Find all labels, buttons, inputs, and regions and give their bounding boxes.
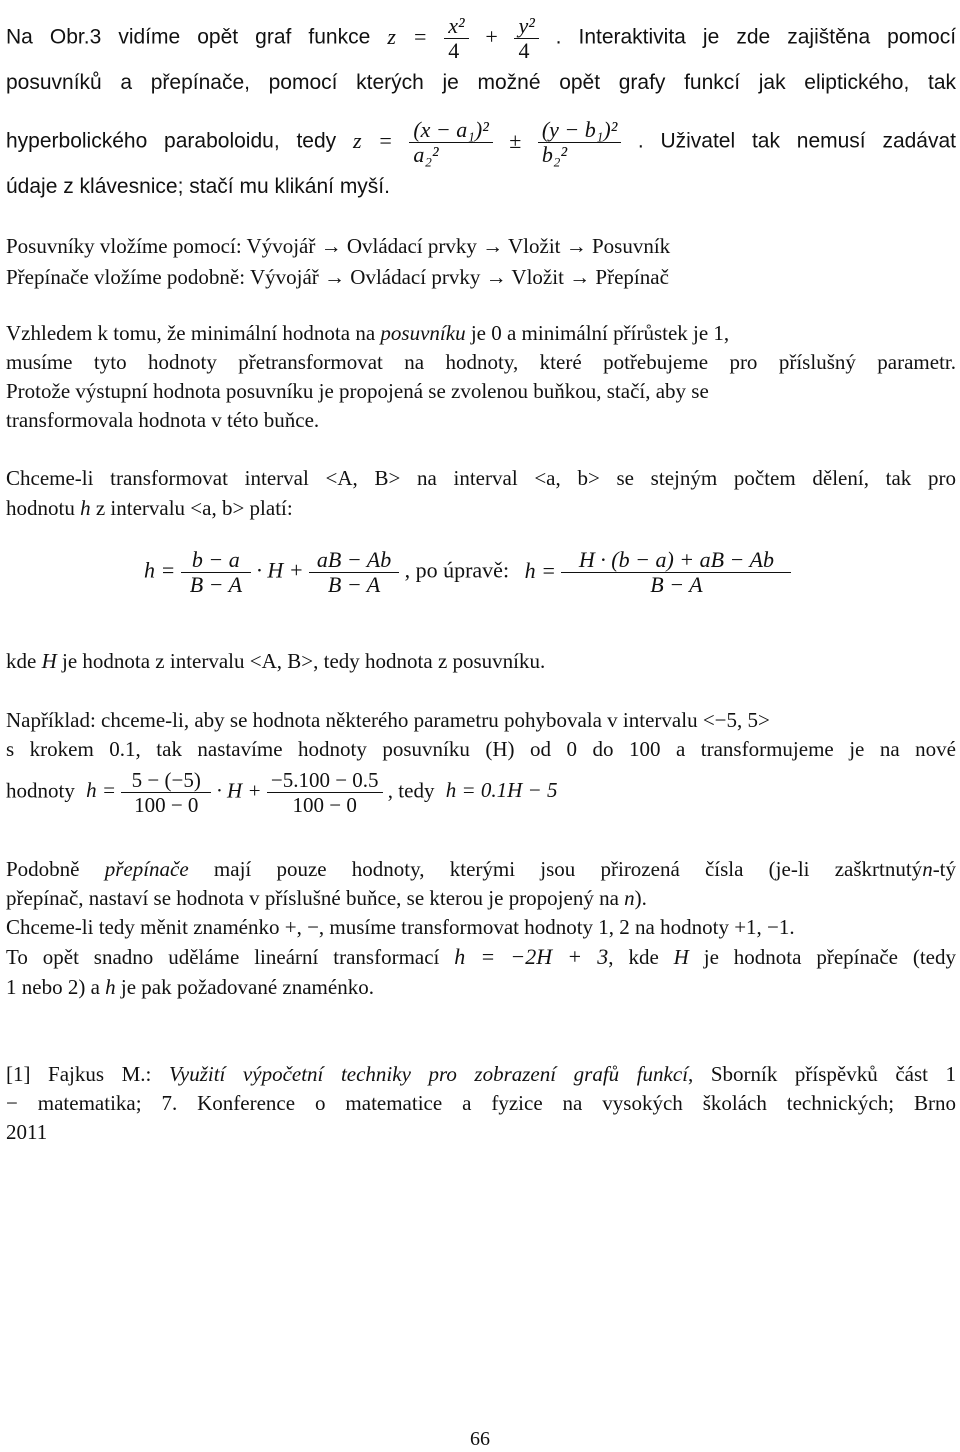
para2-line1: Posuvníky vložíme pomocí: Vývojář → Ovládací prvky → Vložit → Posuvník	[6, 234, 671, 258]
para7-line1: Podobně přepínače mají pouze hodnoty, kterými jsou přirozená čísla (je-li zaškrtnutýn-tý	[6, 857, 957, 881]
para5: kde H je hodnota z intervalu <A, B>, tedy hodnota z posuvníku.	[6, 649, 546, 673]
para1-line1: Na Obr.3 vidíme opět graf funkce z = $\frac{\text{x²}}{4}$ + $\frac{\text{y²}}{4}$ . Interaktivita je zde zajištěna pomocí	[6, 13, 957, 63]
para3-line3: Protože výstupní hodnota posuvníku je propojená se zvolenou buňkou, stačí, aby se	[6, 379, 709, 403]
page-number: 66	[470, 1428, 490, 1450]
para7-line3: Chceme-li tedy měnit znaménko +, −, musíme transformovat hodnoty 1, 2 na hodnoty +1, −1.	[6, 915, 795, 939]
term-posuvniku: posuvníku	[380, 321, 466, 345]
para7-line5: 1 nebo 2) a h je pak požadované znaménko.	[6, 975, 374, 999]
reference-title: Využití výpočetní techniky pro zobrazení grafů funkcí	[168, 1062, 689, 1086]
para2-line2: Přepínače vložíme podobně: Vývojář → Ovládací prvky → Vložit → Přepínač	[6, 265, 669, 289]
formula-z-sum: z = $\frac{\text{x²}}{4}$ + $\frac{\text{y²}}{4}$	[387, 24, 555, 49]
para6-line1: Například: chceme-li, aby se hodnota některého parametru pohybovala v intervalu <−5, 5>	[6, 708, 770, 732]
reference-line3: 2011	[6, 1120, 48, 1144]
formula-z-paraboloid: z = $\frac{\text{(x − a₁)²}}{\text{a₂²}}$ ± $\frac{\text{(y − b₁)²}}{\text{b₂²}}$	[353, 128, 638, 153]
para7-line4: To opět snadno uděláme lineární transformací h = −2H + 3, kde H je hodnota přepínače (tedy	[6, 944, 957, 969]
para3-line1: Vzhledem k tomu, že minimální hodnota na posuvníku je 0 a minimální přírůstek je 1,	[6, 321, 730, 345]
para3-line4: transformovala hodnota v této buňce.	[6, 408, 320, 432]
para7-line2: přepínač, nastaví se hodnota v příslušné buňce, se kterou je propojený na n).	[6, 886, 647, 910]
para1-line3: hyperbolického paraboloidu, tedy z = $\frac{\text{(x − a₁)²}}{\text{a₂²}}$ ± $\frac{\text{(y − b₁)²}}{\text{b₂²}}$ . Uživatel tak nemusí zadávat	[6, 117, 956, 167]
para1-line4: údaje z klávesnice; stačí mu klikání myší.	[6, 175, 390, 198]
para1-line2: posuvníků a přepínače, pomocí kterých je možné opět grafy funkcí jak eliptického, tak	[6, 71, 956, 94]
para4-line1: Chceme-li transformovat interval <A, B> na interval <a, b> se stejným počtem dělení, tak pro	[6, 466, 956, 490]
reference-line1: [1] Fajkus M.: Využití výpočetní techniky pro zobrazení grafů funkcí, Sborník příspěvků část 1	[6, 1062, 957, 1086]
term-prepinace: přepínače	[104, 857, 189, 881]
para4-line2: hodnotu h z intervalu <a, b> platí:	[6, 496, 293, 520]
para6-line3: hodnoty h = $\frac{5 - (-5)}{100 - 0}$ · H + $\frac{-5.100 - 0.5}{100 - 0}$ , tedy h = 0.1H − 5	[6, 768, 558, 817]
para3-line2: musíme tyto hodnoty přetransformovat na hodnoty, které potřebujeme pro příslušný parametr.	[6, 350, 956, 374]
reference-line2: − matematika; 7. Konference o matematice a fyzice na vysokých školách technických; Brno	[6, 1091, 956, 1115]
para6-line2: s krokem 0.1, tak nastavíme hodnoty posuvníku (H) od 0 do 100 a transformujeme je na nové	[6, 737, 956, 761]
formula-transformation: h = $\frac{b - a}{B - A}$ · H + $\frac{aB - Ab}{B - A}$ , po úpravě: h = $\frac{H \cdot (b - a) + aB - Ab}{B - A}$	[144, 548, 791, 597]
